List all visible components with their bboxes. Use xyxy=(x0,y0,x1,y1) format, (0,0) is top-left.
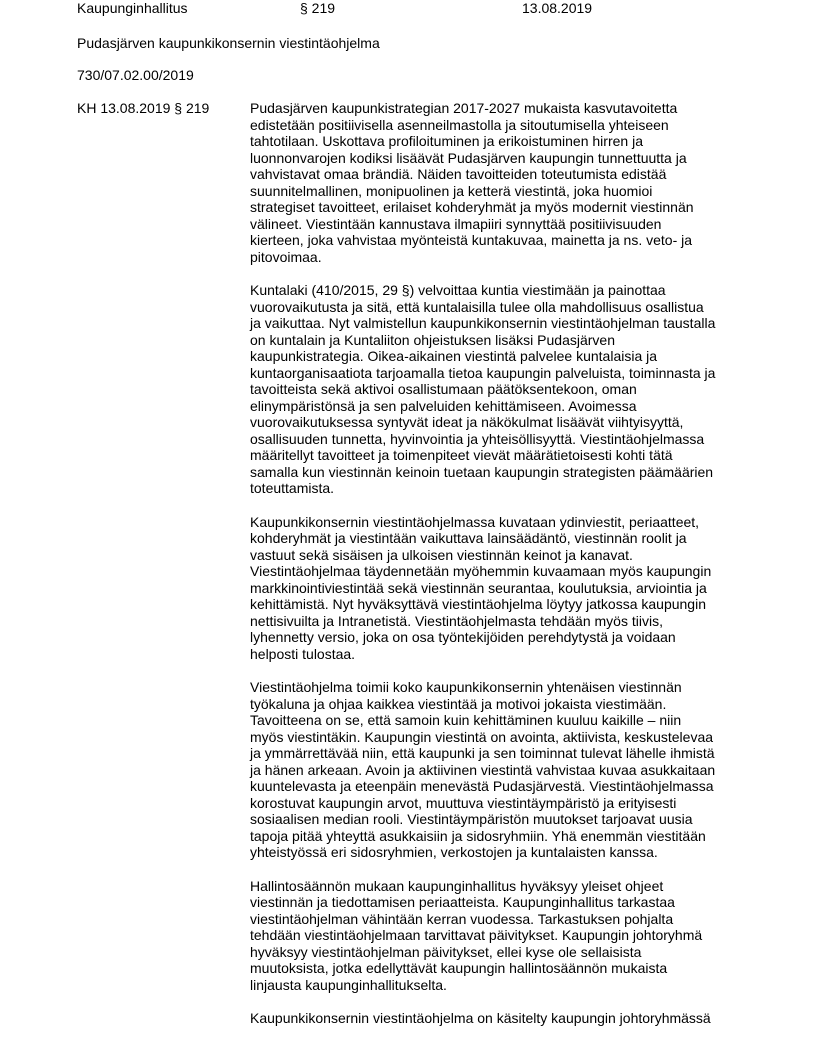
paragraph-line: ja hänen arkeaan. Avoin ja aktiivinen viestintä vahvistaa kuvaa asukkaitaan xyxy=(250,761,716,778)
paragraph-line: kohderyhmät ja viestintään vaikuttava lainsäädäntö, viestinnän roolit ja xyxy=(250,530,687,546)
paragraph-line: tavoitteista sekä aktivoi osallistumaan päätöksentekoon, oman xyxy=(250,381,637,397)
paragraph-line: Kaupunkikonsernin viestintäohjelmassa kuvataan ydinviestit, periaatteet, xyxy=(250,513,700,530)
paragraph-line: strategiset tavoitteet, erilaiset kohderyhmät ja myös modernit viestinnän xyxy=(250,199,694,215)
paragraph-line: ja vaikuttaa. Nyt valmistellun kaupunkikonsernin viestintäohjelman taustalla xyxy=(250,315,716,331)
paragraph-line: Viestintäohjelmaa täydennetään myöhemmin kuvaamaan myös kaupungin xyxy=(250,563,712,579)
paragraph-line: ja ymmärrettävää niin, että kaupunki ja sen toiminnat tulevat lähelle ihmistä xyxy=(250,745,715,761)
paragraph-line: pitovoimaa. xyxy=(250,248,322,265)
body-paragraph xyxy=(250,878,750,994)
paragraph-line: elinympäristönsä ja sen palveluiden kehittämiseen. Avoimessa xyxy=(250,397,637,414)
paragraph-line: työkaluna ja ohjaa kaikkea viestintää ja motivoi jokaista viestimään. xyxy=(250,695,667,712)
paragraph-line: Viestintäohjelma toimii koko kaupunkikonsernin yhtenäisen viestinnän xyxy=(250,679,682,695)
paragraph-line: Hallintosäännön mukaan kaupunginhallitus hyväksyy yleiset ohjeet xyxy=(250,877,664,894)
page-header xyxy=(0,0,816,18)
paragraph-line: vahvistavat omaa brändiä. Näiden tavoitteiden toteutumista edistää xyxy=(250,166,667,182)
paragraph-line: tapoja pitää yhteyttä asukkaisiin ja sidosryhmiin. Yhä enemmän viestitään xyxy=(250,827,706,844)
paragraph-line: markkinointiviestintää sekä viestinnän seurantaa, koulutuksia, arviointia ja xyxy=(250,579,707,596)
header-date: 13.08.2019 xyxy=(522,0,593,16)
body-paragraph xyxy=(250,282,750,497)
paragraph-line: suunnitelmallinen, monipuolinen ja ketterä viestintä, joka huomioi xyxy=(250,182,653,199)
paragraph-line: sosiaalisen median rooli. Viestintäympäristön muutokset tarjoavat uusia xyxy=(250,811,693,827)
paragraph-line: määritellyt tavoitteet ja toimenpiteet vievät määrätietoisesti kohti tätä xyxy=(250,447,673,463)
record-number: 730/07.02.00/2019 xyxy=(77,67,194,83)
paragraph-line: tahtotilaan. Uskottava profiloituminen ja erikoistuminen hirren ja xyxy=(250,133,643,149)
paragraph-line: vuorovaikutuksessa syntyvät ideat ja näkökulmat lisäävät viihtyisyyttä, xyxy=(250,414,684,430)
document-title: Pudasjärven kaupunkikonsernin viestintäohjelma xyxy=(77,35,380,51)
paragraph-line: edistetään positiivisella asenneilmastolla ja sitoutumisella yhteiseen xyxy=(250,116,669,133)
paragraph-line: Kaupunkikonsernin viestintäohjelma on käsitelty kaupungin johtoryhmässä xyxy=(250,1010,711,1026)
paragraph-line: helposti tulostaa. xyxy=(250,645,356,662)
paragraph-line: vuorovaikutusta ja sitä, että kuntalaisilla tulee olla mahdollisuus osallistua xyxy=(250,298,704,315)
paragraph-line: yhteistyössä eri sidosryhmien, verkostojen ja kuntalaisten kanssa. xyxy=(250,844,658,860)
paragraph-line: viestinnän ja tiedottamisen periaatteista. Kaupunginhallitus tarkastaa xyxy=(250,894,675,910)
body-paragraph xyxy=(250,100,750,265)
paragraph-line: Pudasjärven kaupunkistrategian 2017-2027 mukaista kasvutavoitetta xyxy=(250,100,678,116)
paragraph-line: tehdään viestintäohjelmaan tarvittavat päivitykset. Kaupungin johtoryhmä xyxy=(250,927,703,943)
paragraph-line: korostuvat kaupungin arvot, muuttuva viestintäympäristö ja erityisesti xyxy=(250,794,677,811)
header-organ: Kaupunginhallitus xyxy=(77,0,188,16)
paragraph-line: luonnonvarojen kodiksi lisäävät Pudasjärven kaupungin tunnettuutta ja xyxy=(250,149,687,166)
paragraph-line: samalla kun viestinnän keinoin tuetaan kaupungin strategisten päämäärien xyxy=(250,463,714,480)
paragraph-line: kuuntelevasta ja eteenpäin menevästä Pudasjärvestä. Viestintäohjelmassa xyxy=(250,778,714,794)
body-paragraph xyxy=(250,514,750,663)
paragraph-line: Kuntalaki (410/2015, 29 §) velvoittaa kuntia viestimään ja painottaa xyxy=(250,282,666,298)
meeting-reference: KH 13.08.2019 § 219 xyxy=(77,100,210,116)
paragraph-line: kierteen, joka vahvistaa myönteistä kuntakuvaa, mainetta ja ns. veto- ja xyxy=(250,232,693,248)
paragraph-line: myös viestintäkin. Kaupungin viestintä on avointa, aktiivista, keskustelevaa xyxy=(250,728,714,745)
paragraph-line: viestintäohjelman vähintään kerran vuodessa. Tarkastuksen pohjalta xyxy=(250,910,674,927)
paragraph-line: muutoksista, jotka edellyttävät kaupungin hallintosäännön mukaista xyxy=(250,960,668,976)
section-body xyxy=(250,100,750,1044)
paragraph-line: hyväksyy viestintäohjelman päivitykset, ellei kyse ole sellaisista xyxy=(250,943,642,960)
paragraph-line: linjausta kaupunginhallitukselta. xyxy=(250,976,447,993)
paragraph-line: on kuntalain ja Kuntaliiton ohjeistuksen lisäksi Pudasjärven xyxy=(250,331,615,348)
paragraph-line: osallisuuden tunnetta, hyvinvointia ja yhteisöllisyyttä. Viestintäohjelmassa xyxy=(250,430,705,447)
paragraph-line: lyhennetty versio, joka on osa työntekijöiden perehdytystä ja voidaan xyxy=(250,629,676,645)
paragraph-line: Tavoitteena on se, että samoin kuin kehittäminen kuuluu kaikille – niin xyxy=(250,712,682,728)
paragraph-line: toteuttamista. xyxy=(250,480,335,496)
paragraph-line: kuntaorganisaatiota tarjoamalla tietoa kaupungin palveluista, toiminnasta ja xyxy=(250,364,716,381)
header-section: § 219 xyxy=(300,0,336,16)
body-paragraph xyxy=(250,679,750,861)
paragraph-line: kaupunkistrategia. Oikea-aikainen viestintä palvelee kuntalaisia ja xyxy=(250,348,658,364)
paragraph-line: vastuut sekä sisäisen ja ulkoisen viestinnän keinot ja kanavat. xyxy=(250,546,633,563)
paragraph-line: välineet. Viestintään kannustava ilmapiiri synnyttää positiivisuuden xyxy=(250,215,662,232)
body-paragraph xyxy=(250,1010,750,1027)
paragraph-line: nettisivuilta ja Intranetistä. Viestintäohjelmasta tehdään myös tiivis, xyxy=(250,612,663,629)
paragraph-line: kehittämistä. Nyt hyväksyttävä viestintäohjelma löytyy jatkossa kaupungin xyxy=(250,596,706,612)
